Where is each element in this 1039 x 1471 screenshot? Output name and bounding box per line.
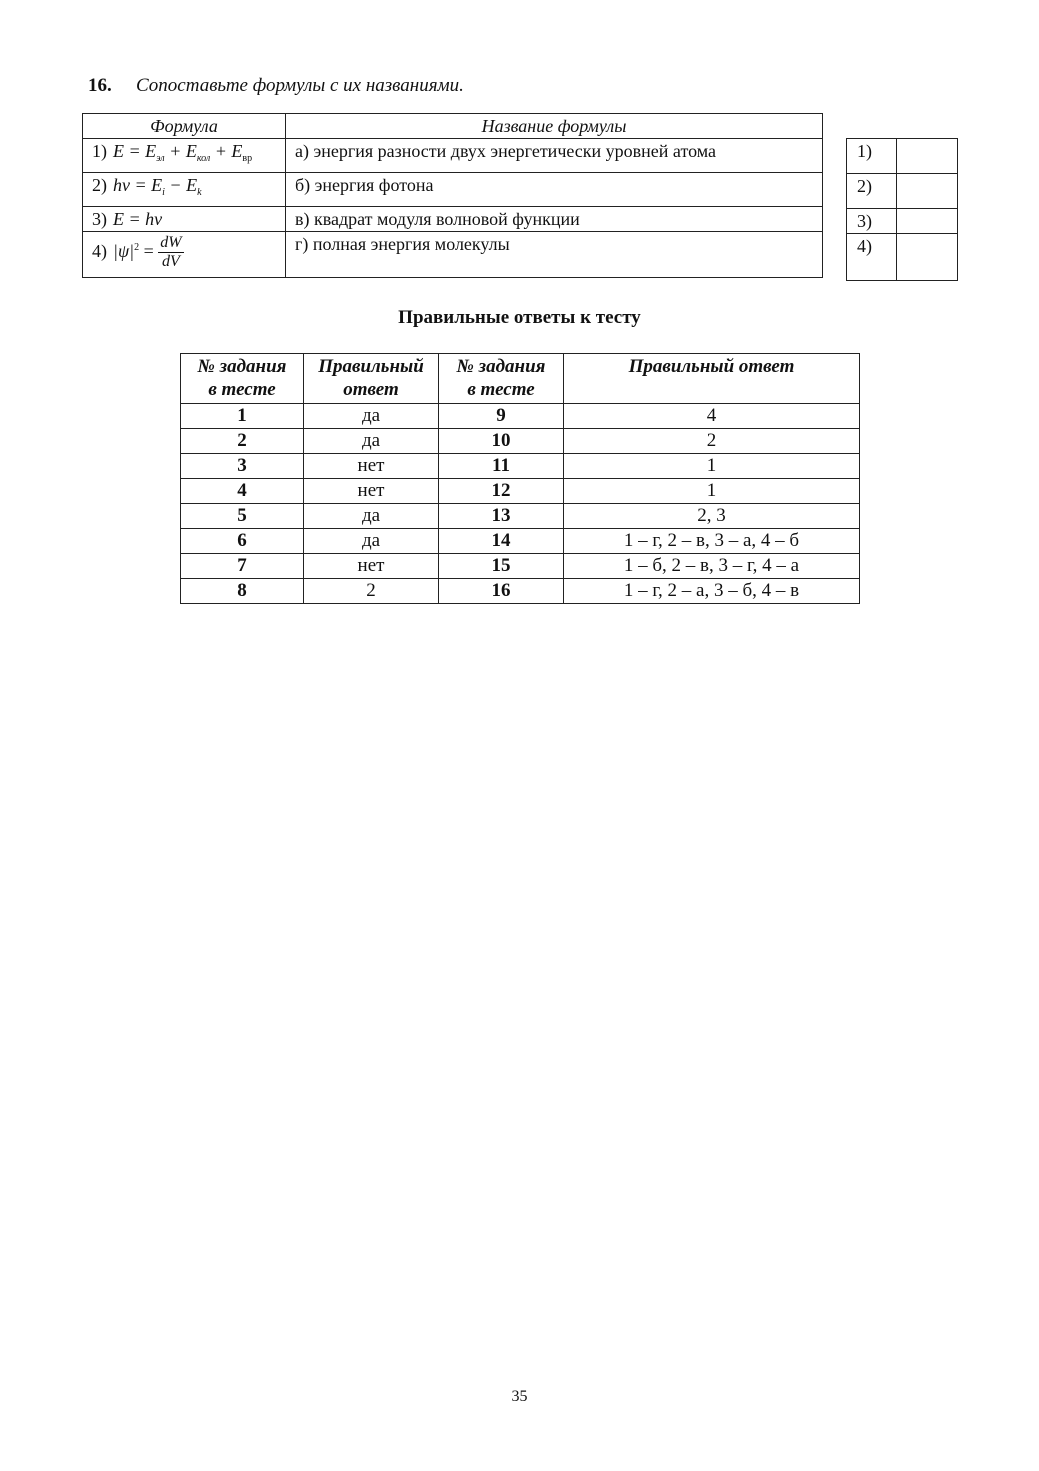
task-number-2: 11 bbox=[439, 454, 564, 479]
task-number-2: 15 bbox=[439, 554, 564, 579]
correct-answer-2: 1 – г, 2 – в, 3 – а, 4 – б bbox=[564, 529, 860, 554]
formula-row-2 bbox=[83, 173, 823, 207]
answer-grid-row bbox=[847, 174, 958, 209]
formula-matching-table bbox=[82, 113, 823, 278]
task-number: 7 bbox=[181, 554, 304, 579]
answer-key-row bbox=[181, 479, 860, 504]
header-task-number-2: № задания в тесте bbox=[439, 354, 564, 404]
formula-cell-1 bbox=[83, 139, 286, 173]
answer-grid-label: 3) bbox=[847, 209, 897, 234]
answer-key-row bbox=[181, 429, 860, 454]
formula-row-3 bbox=[83, 207, 823, 232]
formula-number: 2) bbox=[92, 175, 107, 195]
header-task-number: № задания в тесте bbox=[181, 354, 304, 404]
formula-table-header bbox=[83, 114, 823, 139]
answer-grid-blank bbox=[897, 209, 958, 234]
correct-answer-2: 1 – б, 2 – в, 3 – г, 4 – а bbox=[564, 554, 860, 579]
answer-key-row bbox=[181, 579, 860, 604]
formula-3: E = hν bbox=[113, 209, 163, 229]
formula-cell-3 bbox=[83, 207, 286, 232]
answer-grid-label: 1) bbox=[847, 139, 897, 174]
question-16 bbox=[88, 75, 464, 97]
answer-grid-row bbox=[847, 234, 958, 281]
correct-answer-2: 1 bbox=[564, 454, 860, 479]
header-correct-answer-2: Правильный ответ bbox=[564, 354, 860, 404]
formula-number: 4) bbox=[92, 240, 107, 261]
correct-answer: да bbox=[304, 404, 439, 429]
answer-key-row bbox=[181, 504, 860, 529]
answer-key-header bbox=[181, 354, 860, 404]
task-number-2: 12 bbox=[439, 479, 564, 504]
answer-grid-blank bbox=[897, 174, 958, 209]
answer-grid-blank bbox=[897, 234, 958, 281]
correct-answer-2: 1 – г, 2 – а, 3 – б, 4 – в bbox=[564, 579, 860, 604]
correct-answer-2: 1 bbox=[564, 479, 860, 504]
answer-grid-row bbox=[847, 209, 958, 234]
formula-name-1: а) энергия разности двух энергетически уровней атома bbox=[286, 139, 823, 173]
formula-name-3: в) квадрат модуля волновой функции bbox=[286, 207, 823, 232]
answer-key-row bbox=[181, 454, 860, 479]
correct-answer: да bbox=[304, 529, 439, 554]
task-number: 6 bbox=[181, 529, 304, 554]
formula-row-1 bbox=[83, 139, 823, 173]
correct-answer-2: 2, 3 bbox=[564, 504, 860, 529]
formula-2: $h\nu = E_i - E_k$ bbox=[113, 175, 202, 198]
correct-answer: 2 bbox=[304, 579, 439, 604]
formula-name-4: г) полная энергия молекулы bbox=[286, 232, 823, 278]
task-number-2: 13 bbox=[439, 504, 564, 529]
correct-answer: нет bbox=[304, 454, 439, 479]
task-number-2: 10 bbox=[439, 429, 564, 454]
task-number: 2 bbox=[181, 429, 304, 454]
formula-cell-2 bbox=[83, 173, 286, 207]
question-number: 16. bbox=[88, 75, 112, 96]
correct-answer: нет bbox=[304, 479, 439, 504]
correct-answer-2: 2 bbox=[564, 429, 860, 454]
header-correct-answer: Правильный ответ bbox=[304, 354, 439, 404]
task-number: 5 bbox=[181, 504, 304, 529]
correct-answer: нет bbox=[304, 554, 439, 579]
header-formula: Формула bbox=[83, 114, 286, 139]
correct-answer-2: 4 bbox=[564, 404, 860, 429]
formula-cell-4 bbox=[83, 232, 286, 278]
correct-answer: да bbox=[304, 504, 439, 529]
task-number: 1 bbox=[181, 404, 304, 429]
task-number: 4 bbox=[181, 479, 304, 504]
formula-row-4 bbox=[83, 232, 823, 278]
task-number-2: 16 bbox=[439, 579, 564, 604]
formula-name-2: б) энергия фотона bbox=[286, 173, 823, 207]
answer-grid bbox=[846, 138, 958, 281]
answer-key-row bbox=[181, 404, 860, 429]
correct-answer: да bbox=[304, 429, 439, 454]
formula-number: 3) bbox=[92, 209, 107, 229]
fraction: $\frac{dW}{dV}$ bbox=[160, 234, 182, 270]
question-text: Сопоставьте формулы с их названиями. bbox=[136, 75, 464, 96]
header-formula-name: Название формулы bbox=[286, 114, 823, 139]
answer-grid-label: 2) bbox=[847, 174, 897, 209]
page-number: 35 bbox=[511, 1388, 528, 1405]
answer-key-row bbox=[181, 554, 860, 579]
task-number-2: 9 bbox=[439, 404, 564, 429]
formula-1: $E = E_{эл} + E_{кол} + E_{вр}$ bbox=[113, 141, 253, 164]
task-number: 8 bbox=[181, 579, 304, 604]
answer-key-table bbox=[180, 353, 860, 604]
formula-number: 1) bbox=[92, 141, 107, 161]
answer-grid-row bbox=[847, 139, 958, 174]
answer-grid-label: 4) bbox=[847, 234, 897, 281]
answer-key-title: Правильные ответы к тесту bbox=[398, 307, 641, 328]
answer-key-row bbox=[181, 529, 860, 554]
task-number: 3 bbox=[181, 454, 304, 479]
formula-4: $|\psi|^2$ = $\frac{dW}{dV}$ bbox=[113, 234, 182, 270]
answer-grid-blank bbox=[897, 139, 958, 174]
task-number-2: 14 bbox=[439, 529, 564, 554]
